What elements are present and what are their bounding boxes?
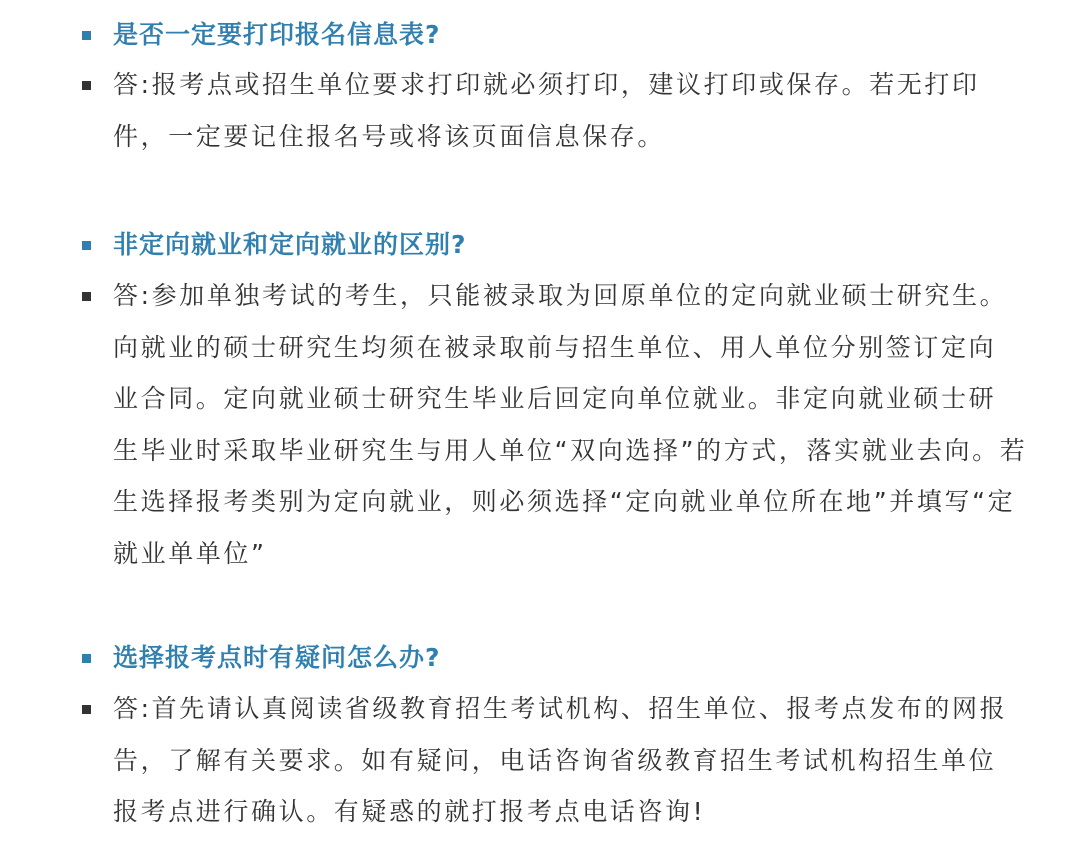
answer-line: 答:报考点或招生单位要求打印就必须打印，建议打印或保存。若无打印 [113, 70, 980, 99]
answer-line: 告，了解有关要求。如有疑问，电话咨询省级教育招生考试机构招生单位 [113, 745, 997, 775]
answer-line: 生选择报考类别为定向就业，则必须选择“定向就业单位所在地”并填写“定 [113, 487, 1016, 516]
answer-bullet-icon [82, 81, 91, 90]
faq-question: 是否一定要打印报名信息表? [113, 20, 441, 49]
answer-line: 报考点进行确认。有疑惑的就打报考点电话咨询! [113, 797, 706, 826]
faq-question: 非定向就业和定向就业的区别? [113, 230, 467, 259]
answer-line: 答:参加单独考试的考生，只能被录取为回原单位的定向就业硕士研究生。 [113, 281, 1008, 310]
answer-line: 答:首先请认真阅读省级教育招生考试机构、招生单位、报考点发布的网报 [113, 694, 1008, 723]
answer-line: 向就业的硕士研究生均须在被录取前与招生单位、用人单位分别签订定向 [113, 332, 997, 362]
faq-answer [113, 68, 1008, 171]
answer-line: 就业单单位” [113, 538, 267, 568]
faq-answer [113, 279, 1028, 588]
answer-line: 业合同。定向就业硕士研究生毕业后回定向单位就业。非定向就业硕士研 [113, 384, 997, 413]
question-bullet-icon [82, 241, 91, 250]
answer-bullet-icon [82, 705, 91, 714]
answer-line: 件，一定要记住报名号或将该页面信息保存。 [113, 121, 666, 151]
faq-answer [113, 692, 1008, 847]
answer-bullet-icon [82, 292, 91, 301]
question-bullet-icon [82, 654, 91, 663]
question-bullet-icon [82, 31, 91, 40]
answer-line: 生毕业时采取毕业研究生与用人单位“双向选择”的方式，落实就业去向。若 [113, 435, 1028, 465]
faq-question: 选择报考点时有疑问怎么办? [113, 643, 441, 672]
